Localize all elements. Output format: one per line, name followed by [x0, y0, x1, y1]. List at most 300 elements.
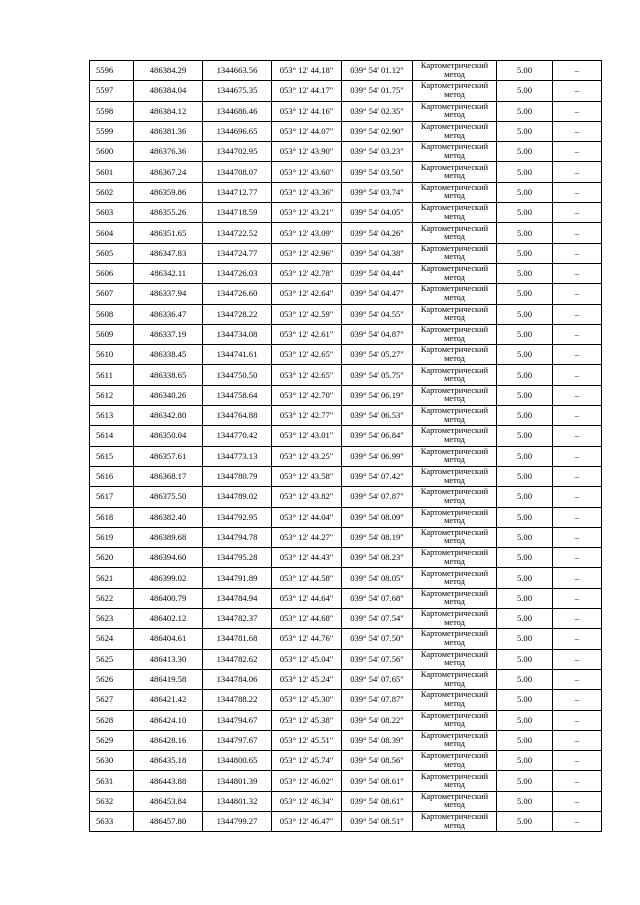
- method-cell: Картометрический метод: [413, 649, 497, 669]
- note-cell: –: [553, 406, 602, 426]
- y-coordinate-cell: 1344726.60: [203, 284, 272, 304]
- longitude-cell: 039° 54' 08.61": [342, 791, 413, 811]
- table-row: [90, 81, 602, 101]
- latitude-cell: 053° 12' 43.90": [272, 142, 342, 162]
- longitude-cell: 039° 54' 08.61": [342, 771, 413, 791]
- x-coordinate-cell: 486421.42: [134, 690, 203, 710]
- accuracy-cell: 5.00: [497, 710, 553, 730]
- y-coordinate-cell: 1344799.27: [203, 811, 272, 831]
- table-row: [90, 406, 602, 426]
- x-coordinate-cell: 486338.65: [134, 365, 203, 385]
- table-row: [90, 588, 602, 608]
- point-number-cell: 5618: [90, 507, 134, 527]
- accuracy-cell: 5.00: [497, 629, 553, 649]
- y-coordinate-cell: 1344781.68: [203, 629, 272, 649]
- latitude-cell: 053° 12' 46.34": [272, 791, 342, 811]
- latitude-cell: 053° 12' 42.65": [272, 365, 342, 385]
- point-number-cell: 5598: [90, 101, 134, 121]
- x-coordinate-cell: 486347.83: [134, 243, 203, 263]
- coordinates-table: [89, 60, 602, 832]
- method-cell: Картометрический метод: [413, 487, 497, 507]
- y-coordinate-cell: 1344800.65: [203, 751, 272, 771]
- longitude-cell: 039° 54' 08.51": [342, 811, 413, 831]
- x-coordinate-cell: 486389.68: [134, 527, 203, 547]
- accuracy-cell: 5.00: [497, 690, 553, 710]
- point-number-cell: 5604: [90, 223, 134, 243]
- x-coordinate-cell: 486424.10: [134, 710, 203, 730]
- note-cell: –: [553, 426, 602, 446]
- point-number-cell: 5629: [90, 730, 134, 750]
- note-cell: –: [553, 162, 602, 182]
- note-cell: –: [553, 324, 602, 344]
- x-coordinate-cell: 486342.80: [134, 406, 203, 426]
- method-cell: Картометрический метод: [413, 791, 497, 811]
- point-number-cell: 5609: [90, 324, 134, 344]
- x-coordinate-cell: 486394.60: [134, 548, 203, 568]
- latitude-cell: 053° 12' 44.76": [272, 629, 342, 649]
- latitude-cell: 053° 12' 45.38": [272, 710, 342, 730]
- table-row: [90, 345, 602, 365]
- method-cell: Картометрический метод: [413, 182, 497, 202]
- table-row: [90, 162, 602, 182]
- accuracy-cell: 5.00: [497, 507, 553, 527]
- longitude-cell: 039° 54' 07.87": [342, 690, 413, 710]
- note-cell: –: [553, 446, 602, 466]
- latitude-cell: 053° 12' 43.09": [272, 223, 342, 243]
- y-coordinate-cell: 1344780.79: [203, 466, 272, 486]
- y-coordinate-cell: 1344791.89: [203, 568, 272, 588]
- point-number-cell: 5602: [90, 182, 134, 202]
- longitude-cell: 039° 54' 06.53": [342, 406, 413, 426]
- table-row: [90, 466, 602, 486]
- latitude-cell: 053° 12' 42.61": [272, 324, 342, 344]
- method-cell: Картометрический метод: [413, 751, 497, 771]
- y-coordinate-cell: 1344801.32: [203, 791, 272, 811]
- x-coordinate-cell: 486375.50: [134, 487, 203, 507]
- method-cell: Картометрический метод: [413, 609, 497, 629]
- latitude-cell: 053° 12' 44.58": [272, 568, 342, 588]
- longitude-cell: 039° 54' 04.44": [342, 263, 413, 283]
- table-row: [90, 751, 602, 771]
- y-coordinate-cell: 1344784.06: [203, 669, 272, 689]
- latitude-cell: 053° 12' 45.04": [272, 649, 342, 669]
- accuracy-cell: 5.00: [497, 730, 553, 750]
- longitude-cell: 039° 54' 08.09": [342, 507, 413, 527]
- accuracy-cell: 5.00: [497, 61, 553, 81]
- accuracy-cell: 5.00: [497, 487, 553, 507]
- latitude-cell: 053° 12' 42.96": [272, 243, 342, 263]
- longitude-cell: 039° 54' 08.19": [342, 527, 413, 547]
- x-coordinate-cell: 486402.12: [134, 609, 203, 629]
- method-cell: Картометрический метод: [413, 121, 497, 141]
- note-cell: –: [553, 730, 602, 750]
- method-cell: Картометрический метод: [413, 284, 497, 304]
- longitude-cell: 039° 54' 08.56": [342, 751, 413, 771]
- accuracy-cell: 5.00: [497, 345, 553, 365]
- note-cell: –: [553, 223, 602, 243]
- x-coordinate-cell: 486384.29: [134, 61, 203, 81]
- y-coordinate-cell: 1344728.22: [203, 304, 272, 324]
- method-cell: Картометрический метод: [413, 385, 497, 405]
- longitude-cell: 039° 54' 07.50": [342, 629, 413, 649]
- y-coordinate-cell: 1344764.88: [203, 406, 272, 426]
- note-cell: –: [553, 182, 602, 202]
- table-row: [90, 791, 602, 811]
- accuracy-cell: 5.00: [497, 609, 553, 629]
- accuracy-cell: 5.00: [497, 385, 553, 405]
- point-number-cell: 5601: [90, 162, 134, 182]
- x-coordinate-cell: 486382.40: [134, 507, 203, 527]
- accuracy-cell: 5.00: [497, 263, 553, 283]
- point-number-cell: 5631: [90, 771, 134, 791]
- method-cell: Картометрический метод: [413, 669, 497, 689]
- y-coordinate-cell: 1344722.52: [203, 223, 272, 243]
- note-cell: –: [553, 142, 602, 162]
- point-number-cell: 5632: [90, 791, 134, 811]
- point-number-cell: 5607: [90, 284, 134, 304]
- table-row: [90, 142, 602, 162]
- y-coordinate-cell: 1344784.94: [203, 588, 272, 608]
- note-cell: –: [553, 710, 602, 730]
- table-row: [90, 771, 602, 791]
- longitude-cell: 039° 54' 04.47": [342, 284, 413, 304]
- y-coordinate-cell: 1344734.08: [203, 324, 272, 344]
- longitude-cell: 039° 54' 07.42": [342, 466, 413, 486]
- point-number-cell: 5625: [90, 649, 134, 669]
- table-row: [90, 568, 602, 588]
- table-row: [90, 649, 602, 669]
- note-cell: –: [553, 385, 602, 405]
- x-coordinate-cell: 486357.61: [134, 446, 203, 466]
- table-row: [90, 811, 602, 831]
- accuracy-cell: 5.00: [497, 669, 553, 689]
- x-coordinate-cell: 486419.58: [134, 669, 203, 689]
- table-row: [90, 182, 602, 202]
- y-coordinate-cell: 1344724.77: [203, 243, 272, 263]
- latitude-cell: 053° 12' 46.02": [272, 771, 342, 791]
- point-number-cell: 5628: [90, 710, 134, 730]
- note-cell: –: [553, 466, 602, 486]
- table-row: [90, 487, 602, 507]
- point-number-cell: 5615: [90, 446, 134, 466]
- table-row: [90, 243, 602, 263]
- method-cell: Картометрический метод: [413, 548, 497, 568]
- note-cell: –: [553, 81, 602, 101]
- longitude-cell: 039° 54' 02.90": [342, 121, 413, 141]
- latitude-cell: 053° 12' 43.25": [272, 446, 342, 466]
- x-coordinate-cell: 486337.19: [134, 324, 203, 344]
- accuracy-cell: 5.00: [497, 324, 553, 344]
- x-coordinate-cell: 486457.80: [134, 811, 203, 831]
- coordinates-table-body: [90, 61, 602, 832]
- method-cell: Картометрический метод: [413, 690, 497, 710]
- y-coordinate-cell: 1344750.50: [203, 365, 272, 385]
- note-cell: –: [553, 487, 602, 507]
- method-cell: Картометрический метод: [413, 466, 497, 486]
- method-cell: Картометрический метод: [413, 771, 497, 791]
- point-number-cell: 5616: [90, 466, 134, 486]
- latitude-cell: 053° 12' 44.17": [272, 81, 342, 101]
- point-number-cell: 5630: [90, 751, 134, 771]
- longitude-cell: 039° 54' 06.99": [342, 446, 413, 466]
- note-cell: –: [553, 507, 602, 527]
- latitude-cell: 053° 12' 43.21": [272, 203, 342, 223]
- table-row: [90, 609, 602, 629]
- method-cell: Картометрический метод: [413, 162, 497, 182]
- longitude-cell: 039° 54' 02.35": [342, 101, 413, 121]
- accuracy-cell: 5.00: [497, 406, 553, 426]
- y-coordinate-cell: 1344712.77: [203, 182, 272, 202]
- y-coordinate-cell: 1344788.22: [203, 690, 272, 710]
- note-cell: –: [553, 669, 602, 689]
- latitude-cell: 053° 12' 44.64": [272, 588, 342, 608]
- table-row: [90, 426, 602, 446]
- accuracy-cell: 5.00: [497, 243, 553, 263]
- point-number-cell: 5622: [90, 588, 134, 608]
- longitude-cell: 039° 54' 04.38": [342, 243, 413, 263]
- method-cell: Картометрический метод: [413, 203, 497, 223]
- latitude-cell: 053° 12' 43.60": [272, 162, 342, 182]
- x-coordinate-cell: 486368.17: [134, 466, 203, 486]
- latitude-cell: 053° 12' 45.74": [272, 751, 342, 771]
- table-row: [90, 669, 602, 689]
- longitude-cell: 039° 54' 03.23": [342, 142, 413, 162]
- point-number-cell: 5627: [90, 690, 134, 710]
- method-cell: Картометрический метод: [413, 263, 497, 283]
- method-cell: Картометрический метод: [413, 446, 497, 466]
- accuracy-cell: 5.00: [497, 304, 553, 324]
- method-cell: Картометрический метод: [413, 101, 497, 121]
- longitude-cell: 039° 54' 04.05": [342, 203, 413, 223]
- method-cell: Картометрический метод: [413, 811, 497, 831]
- latitude-cell: 053° 12' 45.51": [272, 730, 342, 750]
- longitude-cell: 039° 54' 03.50": [342, 162, 413, 182]
- accuracy-cell: 5.00: [497, 284, 553, 304]
- note-cell: –: [553, 121, 602, 141]
- point-number-cell: 5610: [90, 345, 134, 365]
- latitude-cell: 053° 12' 42.77": [272, 406, 342, 426]
- table-row: [90, 263, 602, 283]
- latitude-cell: 053° 12' 42.70": [272, 385, 342, 405]
- longitude-cell: 039° 54' 01.75": [342, 81, 413, 101]
- latitude-cell: 053° 12' 42.64": [272, 284, 342, 304]
- latitude-cell: 053° 12' 43.36": [272, 182, 342, 202]
- note-cell: –: [553, 690, 602, 710]
- point-number-cell: 5599: [90, 121, 134, 141]
- longitude-cell: 039° 54' 06.84": [342, 426, 413, 446]
- x-coordinate-cell: 486435.18: [134, 751, 203, 771]
- longitude-cell: 039° 54' 08.23": [342, 548, 413, 568]
- table-row: [90, 121, 602, 141]
- y-coordinate-cell: 1344792.95: [203, 507, 272, 527]
- table-row: [90, 507, 602, 527]
- table-row: [90, 101, 602, 121]
- method-cell: Картометрический метод: [413, 406, 497, 426]
- latitude-cell: 053° 12' 44.18": [272, 61, 342, 81]
- point-number-cell: 5608: [90, 304, 134, 324]
- method-cell: Картометрический метод: [413, 223, 497, 243]
- accuracy-cell: 5.00: [497, 568, 553, 588]
- x-coordinate-cell: 486338.45: [134, 345, 203, 365]
- longitude-cell: 039° 54' 05.75": [342, 365, 413, 385]
- latitude-cell: 053° 12' 44.27": [272, 527, 342, 547]
- x-coordinate-cell: 486367.24: [134, 162, 203, 182]
- accuracy-cell: 5.00: [497, 121, 553, 141]
- latitude-cell: 053° 12' 45.24": [272, 669, 342, 689]
- x-coordinate-cell: 486384.04: [134, 81, 203, 101]
- latitude-cell: 053° 12' 43.01": [272, 426, 342, 446]
- point-number-cell: 5605: [90, 243, 134, 263]
- longitude-cell: 039° 54' 01.12": [342, 61, 413, 81]
- point-number-cell: 5612: [90, 385, 134, 405]
- table-row: [90, 629, 602, 649]
- longitude-cell: 039° 54' 04.55": [342, 304, 413, 324]
- note-cell: –: [553, 284, 602, 304]
- note-cell: –: [553, 527, 602, 547]
- table-row: [90, 304, 602, 324]
- y-coordinate-cell: 1344696.65: [203, 121, 272, 141]
- x-coordinate-cell: 486404.61: [134, 629, 203, 649]
- point-number-cell: 5626: [90, 669, 134, 689]
- y-coordinate-cell: 1344789.02: [203, 487, 272, 507]
- longitude-cell: 039° 54' 04.26": [342, 223, 413, 243]
- note-cell: –: [553, 548, 602, 568]
- point-number-cell: 5600: [90, 142, 134, 162]
- method-cell: Картометрический метод: [413, 142, 497, 162]
- longitude-cell: 039° 54' 07.87": [342, 487, 413, 507]
- latitude-cell: 053° 12' 44.16": [272, 101, 342, 121]
- y-coordinate-cell: 1344675.35: [203, 81, 272, 101]
- method-cell: Картометрический метод: [413, 61, 497, 81]
- latitude-cell: 053° 12' 43.82": [272, 487, 342, 507]
- longitude-cell: 039° 54' 07.54": [342, 609, 413, 629]
- longitude-cell: 039° 54' 08.05": [342, 568, 413, 588]
- accuracy-cell: 5.00: [497, 751, 553, 771]
- table-row: [90, 203, 602, 223]
- point-number-cell: 5623: [90, 609, 134, 629]
- note-cell: –: [553, 263, 602, 283]
- table-row: [90, 527, 602, 547]
- table-row: [90, 365, 602, 385]
- longitude-cell: 039° 54' 05.27": [342, 345, 413, 365]
- y-coordinate-cell: 1344741.61: [203, 345, 272, 365]
- accuracy-cell: 5.00: [497, 162, 553, 182]
- x-coordinate-cell: 486400.79: [134, 588, 203, 608]
- note-cell: –: [553, 771, 602, 791]
- latitude-cell: 053° 12' 45.30": [272, 690, 342, 710]
- note-cell: –: [553, 629, 602, 649]
- x-coordinate-cell: 486350.04: [134, 426, 203, 446]
- accuracy-cell: 5.00: [497, 203, 553, 223]
- y-coordinate-cell: 1344782.37: [203, 609, 272, 629]
- y-coordinate-cell: 1344702.95: [203, 142, 272, 162]
- x-coordinate-cell: 486381.36: [134, 121, 203, 141]
- accuracy-cell: 5.00: [497, 771, 553, 791]
- note-cell: –: [553, 345, 602, 365]
- table-row: [90, 61, 602, 81]
- longitude-cell: 039° 54' 08.22": [342, 710, 413, 730]
- x-coordinate-cell: 486428.16: [134, 730, 203, 750]
- point-number-cell: 5603: [90, 203, 134, 223]
- table-row: [90, 446, 602, 466]
- latitude-cell: 053° 12' 42.59": [272, 304, 342, 324]
- method-cell: Картометрический метод: [413, 81, 497, 101]
- y-coordinate-cell: 1344708.07: [203, 162, 272, 182]
- y-coordinate-cell: 1344758.64: [203, 385, 272, 405]
- point-number-cell: 5619: [90, 527, 134, 547]
- accuracy-cell: 5.00: [497, 365, 553, 385]
- y-coordinate-cell: 1344663.56: [203, 61, 272, 81]
- table-row: [90, 385, 602, 405]
- method-cell: Картометрический метод: [413, 730, 497, 750]
- latitude-cell: 053° 12' 44.07": [272, 121, 342, 141]
- table-row: [90, 223, 602, 243]
- note-cell: –: [553, 609, 602, 629]
- accuracy-cell: 5.00: [497, 81, 553, 101]
- point-number-cell: 5596: [90, 61, 134, 81]
- latitude-cell: 053° 12' 46.47": [272, 811, 342, 831]
- note-cell: –: [553, 649, 602, 669]
- longitude-cell: 039° 54' 06.19": [342, 385, 413, 405]
- point-number-cell: 5613: [90, 406, 134, 426]
- x-coordinate-cell: 486342.11: [134, 263, 203, 283]
- note-cell: –: [553, 304, 602, 324]
- method-cell: Картометрический метод: [413, 324, 497, 344]
- latitude-cell: 053° 12' 44.43": [272, 548, 342, 568]
- accuracy-cell: 5.00: [497, 101, 553, 121]
- x-coordinate-cell: 486355.26: [134, 203, 203, 223]
- point-number-cell: 5633: [90, 811, 134, 831]
- latitude-cell: 053° 12' 44.68": [272, 609, 342, 629]
- x-coordinate-cell: 486359.86: [134, 182, 203, 202]
- point-number-cell: 5614: [90, 426, 134, 446]
- method-cell: Картометрический метод: [413, 710, 497, 730]
- method-cell: Картометрический метод: [413, 507, 497, 527]
- x-coordinate-cell: 486399.02: [134, 568, 203, 588]
- method-cell: Картометрический метод: [413, 588, 497, 608]
- y-coordinate-cell: 1344773.13: [203, 446, 272, 466]
- accuracy-cell: 5.00: [497, 649, 553, 669]
- x-coordinate-cell: 486453.84: [134, 791, 203, 811]
- note-cell: –: [553, 365, 602, 385]
- accuracy-cell: 5.00: [497, 466, 553, 486]
- latitude-cell: 053° 12' 43.58": [272, 466, 342, 486]
- table-row: [90, 730, 602, 750]
- accuracy-cell: 5.00: [497, 811, 553, 831]
- method-cell: Картометрический метод: [413, 243, 497, 263]
- x-coordinate-cell: 486336.47: [134, 304, 203, 324]
- x-coordinate-cell: 486384.12: [134, 101, 203, 121]
- y-coordinate-cell: 1344795.28: [203, 548, 272, 568]
- note-cell: –: [553, 243, 602, 263]
- accuracy-cell: 5.00: [497, 223, 553, 243]
- y-coordinate-cell: 1344797.67: [203, 730, 272, 750]
- x-coordinate-cell: 486337.94: [134, 284, 203, 304]
- point-number-cell: 5620: [90, 548, 134, 568]
- table-row: [90, 710, 602, 730]
- x-coordinate-cell: 486351.65: [134, 223, 203, 243]
- method-cell: Картометрический метод: [413, 629, 497, 649]
- method-cell: Картометрический метод: [413, 304, 497, 324]
- y-coordinate-cell: 1344726.03: [203, 263, 272, 283]
- y-coordinate-cell: 1344794.78: [203, 527, 272, 547]
- note-cell: –: [553, 588, 602, 608]
- method-cell: Картометрический метод: [413, 365, 497, 385]
- point-number-cell: 5606: [90, 263, 134, 283]
- y-coordinate-cell: 1344801.39: [203, 771, 272, 791]
- table-row: [90, 690, 602, 710]
- note-cell: –: [553, 811, 602, 831]
